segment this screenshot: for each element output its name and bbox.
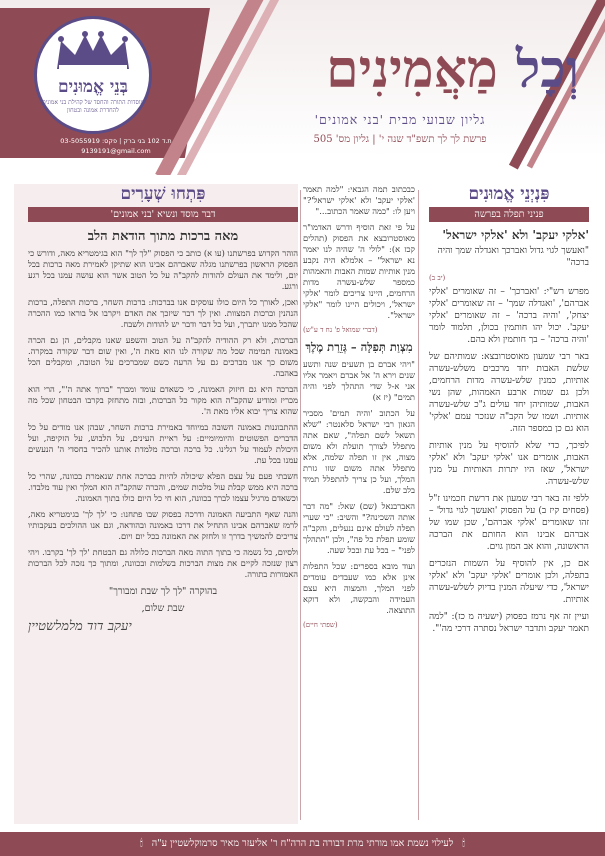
candle-icon: 🕯 bbox=[140, 838, 143, 849]
paragraph: ואכן, לאורך כל היום כולו עוסקים אנו בברכות: ברכות השחר, ברכות התפלה, ברכות הנהנין וברכות המצוות. ואין לך דבר שיזכך את האדם ויקרבו אל בוראו כמו ההכרה שהכל ממנו יתברך, ועל כל דבר ודבר יש להודות ולשבח. bbox=[28, 297, 298, 329]
paragraph: הוהר הקדוש בפרשתנו (עו א) כותב כי הפסוק "לך לך" הוא בגימטריא מאה, ודורש כי הפסוק הראשון בפרשתנו מגלה שאברהם אבינו הוא שתיקן לאמירת מאה ברכות בכל יום, ולימד את העולם להודות להקב"ה על כל הטוב אשר הוא עושה עמנו בכל רגע ורגע. bbox=[28, 248, 298, 291]
logo bbox=[34, 16, 152, 134]
dedication-footer bbox=[0, 832, 605, 856]
paragraph: לפיכך, כדי שלא להוסיף על מנין אותיות האבות, אומרים אנו 'אלקי יעקב' ולא 'אלקי ישראל', שאז היו יתרות האותיות על מנין שלש-עשרה. bbox=[429, 441, 589, 487]
paragraph: ועיין זה אף נרמז בפסוק (ישעיה מ כז): "למה תאמר יעקב ותדבר ישראל נסתרה דרכי מה'". bbox=[429, 612, 589, 634]
newsletter-subtitle: גליון שבועי מבית 'בני אמונים' bbox=[314, 112, 486, 127]
section-title: פִּתְחוּ שְׁעָרִים bbox=[120, 184, 206, 204]
paragraph: הברכות, ולא רק ההודיה להקב"ה על הטוב והשפע שאנו מקבלים, הן גם הכרה באמונה תמימה שכל מה שקורה לנו הוא מאת ה', ואין שום דבר שקורה במקרה. משום כך אנו מברכים גם על הרעה כשם שמברכים על הטובה, ומקבלים הכל באהבה. bbox=[28, 335, 298, 378]
paragraph: חשבתי פעם על עצם הפלא שיכולה להיות בברכה אחת שנאמרת בכוונה, שהרי כל ברכה היא ממש קבלת עול מלכות שמים, והכרה שהקב"ה הוא המלך ואין עוד מלבדו. וכשאדם מרגיל עצמו לברך בכוונה, הוא חי כל היום כולו בתוך האמונה. bbox=[28, 471, 298, 503]
verse-quote: "ויהי אברם בן תשעים שנה ותשע שנים וירא ה' אל אברם ויאמר אליו אני א-ל שדי התהלך לפני והיה תמים" (יז א) bbox=[303, 359, 415, 402]
column-divider bbox=[300, 190, 301, 820]
paragraph: באר רבי שמעון מאוסטרובצא: שמותיהם של שלשת האבות יחד מרכבים משלש-עשרה אותיות, כמנין שלש-עשרה מדות הרחמים, ולכן גם שמות ארבע האמהות, שהן נשי האבות, שמותיהן יחד עולים ג"כ שלש-עשרה אותיות. ושמו של הקב"ה שנזכר עמם 'אלקי' הוא גם כן במספר הזה. bbox=[429, 352, 589, 434]
title-part-1: וְכָל bbox=[515, 39, 579, 100]
paragraph: הברכה היא גם חיזוק האמונה, כי כשאדם עומד ומברך "ברוך אתה ה'", הרי הוא מכריז ומודיע שהקב"ה הוא מקור כל הברכות, ובזה מתחזק בקרבו הבטחון שכל מה שהוא צריך יבוא אליו מאת ה'. bbox=[28, 384, 298, 416]
section-band: פניני תפלה בפרשה bbox=[429, 207, 589, 222]
section-band: דבר מוסד ונשיא 'בני אמונים' bbox=[28, 207, 298, 222]
closing-greeting: שבת שלום, bbox=[141, 603, 185, 614]
section-title: פִּנְיְנֵי אֱמוּנִים bbox=[468, 184, 550, 204]
masthead bbox=[0, 0, 605, 175]
paragraph: ההתבוננות באמונה חשובה במיוחד באמירת ברכות השחר, שבהן אנו מודים על כל הדברים הפשוטים והיומיומיים: על ראיית העינים, על הלבוש, על הזקיפה, ועל היכולת לעמוד על רגלינו. כל ברכה וברכה מלמדת אותנו להכיר בחסדי ה' הנעשים עמנו בכל עת. bbox=[28, 422, 298, 465]
right-column bbox=[429, 184, 589, 824]
verse-reference: (יב ב) bbox=[429, 274, 446, 282]
paragraph: אם כן, אין להוסיף על השמות הנזכרים בתפלה, ולכן אומרים 'אלקי יעקב' ולא 'אלקי ישראל', כדי שיעלה המנין בדיוק לשלש-עשרה אותיות. bbox=[429, 559, 589, 605]
source-reference: (שפתי חיים) bbox=[303, 621, 338, 629]
candle-icon: 🕯 bbox=[462, 838, 465, 849]
left-column bbox=[28, 184, 298, 824]
logo-subtagline-line: להחדרת אמונה ובטחון bbox=[67, 107, 119, 114]
article-title: מאה ברכות מתוך הודאת הלב bbox=[87, 229, 239, 244]
paragraph: על פי זאת הוסיף ודרש האדמו"ר מאוסטרובצא את הפסוק (תהלים קכז א): "לולי ה' שהיה לנו יאמר נא ישראל" – אלמלא היה נקבע מנין אותיות שמות האבות והאמהות כמספר שלש-עשרה מדות הרחמים, היינו צריכים לומר 'אלקי ישראל', ויכולים היינו לומר "אלקי ישראל". bbox=[303, 222, 415, 320]
contact-address: ת.ד 102 בני ברק | פקס: 03-5055919 bbox=[60, 137, 172, 145]
newsletter-title bbox=[239, 40, 579, 100]
logo-tagline bbox=[41, 99, 145, 115]
title-part-2: מַאֲמִינִים bbox=[326, 39, 498, 100]
paragraph: והנה שאף התביעה האמונה ודרכה בפסוק שבו פתחנו: כי 'לך לך' בגימטריא מאה, לרמז שאברהם אבינו התחיל את דרכו באמונה ובהודאה, וגם אנו ההולכים בעקבותיו צריכים להמשיך בדרך זו ולחזק את האמונה בכל יום ויום. bbox=[28, 509, 298, 541]
crown-icon bbox=[51, 29, 135, 73]
contact-email: 9139191@gmail.com bbox=[81, 147, 151, 155]
issue-line: פרשת לך לך תשפ"ד שנה י' | גליון מס' 505 bbox=[313, 134, 487, 145]
verse-quote: "ואעשך לגוי גדול ואברכך ואגדלה שמך והיה ברכה" bbox=[437, 246, 589, 268]
source-reference: (דברי שמואל פ' נח ד ע"ש) bbox=[303, 326, 378, 334]
column-divider bbox=[418, 190, 419, 820]
paragraph: האברבנאל (שם) שאל: "מה דבר אותה השכינה?" והשיב: "כי שערי תפלה לעולם אינם ננעלים, והקב"ה שומע תפלת כל פה", ולכן "התהלך לפני" – בכל עת ובכל שעה. bbox=[303, 501, 415, 555]
logo-name: בְּנֵי אֱמוּנִים bbox=[57, 77, 129, 97]
paragraph: ללפי זה באר רבי שמעון את דרשת חכמינו ז"ל (פסחים קיז ב) על הפסוק 'ואעשך לגוי גדול' – זהו שאומרים 'אלקי אברהם', שכן שמו של אברהם אבינו הוא החותם את הברכה הראשונה, והוא אב המון גוים. bbox=[429, 494, 589, 552]
paragraph: ועוד מובא בספרים: שכל התפלות אינן אלא כמו שעבדים עומדים לפני המלך, והמצוה היא עצם העמידה והבקשה, ולא דוקא התוצאה. bbox=[303, 561, 415, 615]
paragraph: כבכתוב תמה הגבאי: "למה תאמר 'אלקי יעקב' ולא 'אלקי ישראל'?" ויען לו: "כמה שאמר הכתוב..." bbox=[303, 184, 415, 216]
closing-line: בהוקרה "לך לך שבת ומבורך" bbox=[108, 586, 218, 597]
article-heading: 'אלקי יעקב' ולא 'אלקי ישראל' bbox=[442, 228, 589, 242]
contact-info bbox=[26, 136, 206, 156]
paragraph: מפרש רש"י: 'ואברכך' – זה שאומרים 'אלקי אברהם', 'ואגדלה שמך' – זה שאומרים 'אלקי יצחק', 'והיה ברכה' – זה שאומרים 'אלקי יעקב'. יכול יהו חותמין בכולן, תלמוד לומר 'והיה ברכה' – בך חותמין ולא בהם. bbox=[429, 287, 589, 345]
dedication-text: לעילוי נשמת אמו מורתי מרת דבורה בת הרה"ח ר' אליעזר מאיר סרמוקלשטיין ע"ה bbox=[151, 838, 454, 849]
paragraph: ולסיום, כל נשמה כי בתוך התוה מאה הברכות כלולה גם הבטחת 'לך לך' בקרבו. ויהי רצון שנזכה לקיים את מצות הברכות בשלמות ובכוונה, ומתוך כך נזכה לכל הברכות האמורות בתורה. bbox=[28, 547, 298, 579]
article-heading: מִצְוַת תְּפִלָּה – גְּזֵרַת מֶלֶךְ bbox=[305, 340, 413, 354]
signature: יעקב דוד מלמלשטיין bbox=[28, 619, 132, 634]
logo-tagline-line: מוסדות התורה והחסד של קהילת בני אמונים bbox=[41, 99, 145, 106]
paragraph: על הכתוב 'והיה תמים' מסביר הגאון רבי ישראל סלאנטר: "שלא תשאל לשם תפלה", שאם אתה מתפלל לצורך תועלת ולא משום מצוה, אין זו תפלה שלמה, אלא מתפלל אתה משום שזו גזרת המלך, ועל כן צריך להתפלל תמיד בלב שלם. bbox=[303, 408, 415, 495]
middle-column bbox=[303, 184, 415, 824]
